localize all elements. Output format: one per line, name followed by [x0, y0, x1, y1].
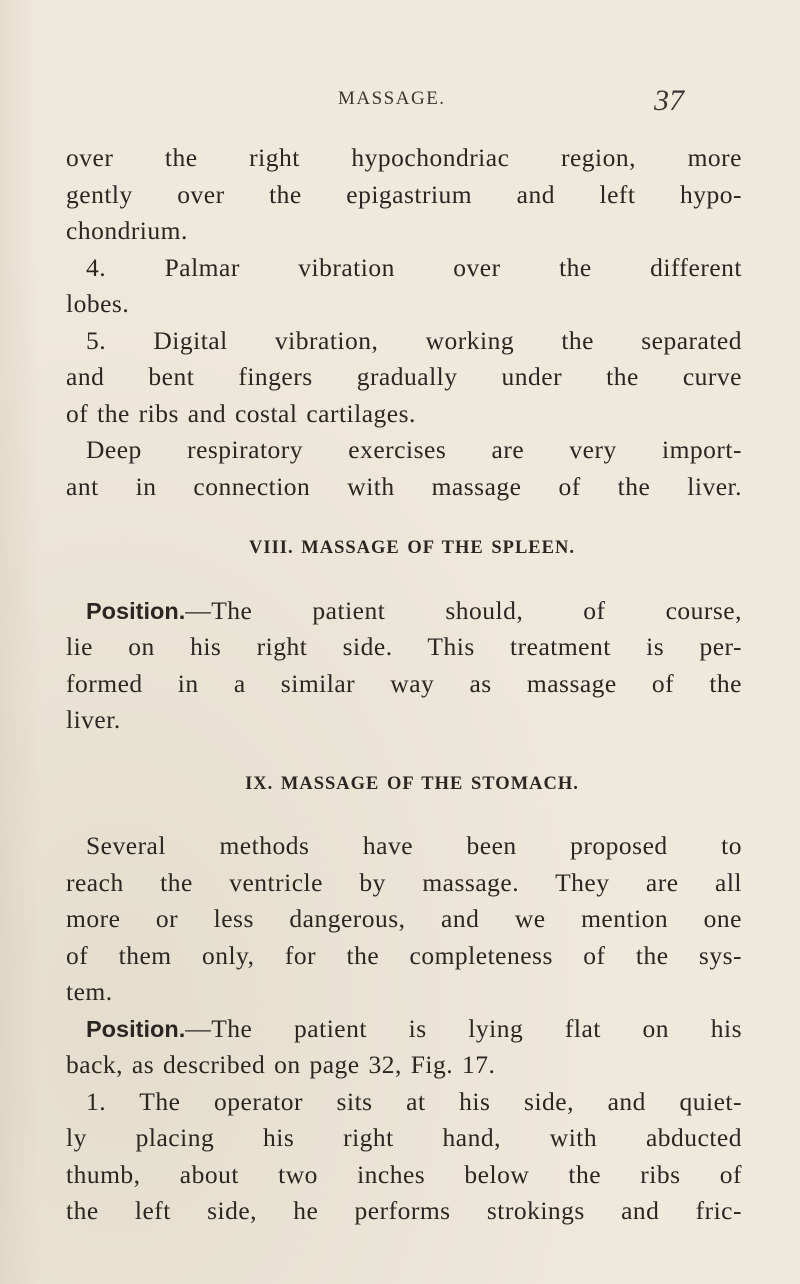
- body-text: [66, 140, 742, 1230]
- text-line: gently over the epigastrium and left hypo-: [66, 179, 742, 209]
- position-lead: Position.: [86, 1015, 186, 1042]
- text-line: reach the ventricle by massage. They are all: [66, 867, 742, 897]
- text-line: more or less dangerous, and we mention one: [66, 904, 742, 933]
- text-line: ly placing his right hand, with abducted: [66, 1123, 742, 1152]
- text-line: lie on his right side. This treatment is per-: [66, 632, 742, 661]
- text-line: over the right hypochondriac region, more: [66, 143, 742, 172]
- text-line: back, as described on page 32, Fig. 17.: [66, 1050, 496, 1079]
- text-line: 4. Palmar vibration over the different: [86, 252, 742, 282]
- page-number: 37: [654, 84, 684, 117]
- text-line: chondrium.: [66, 216, 188, 245]
- text-line: Deep respiratory exercises are very import-: [86, 435, 742, 464]
- text-line: lobes.: [66, 289, 130, 318]
- text-line: 5. Digital vibration, working the separated: [86, 325, 742, 355]
- text-line: ant in connection with massage of the liver.: [66, 471, 742, 501]
- text-line: and bent fingers gradually under the curve: [66, 362, 742, 391]
- section-heading-spleen: VIII. MASSAGE OF THE SPLEEN.: [249, 538, 575, 558]
- text-line: thumb, about two inches below the ribs of: [66, 1159, 742, 1189]
- text-line: of the ribs and costal cartilages.: [66, 398, 416, 428]
- text-line-position: [66, 593, 742, 630]
- text-line: 1. The operator sits at his side, and quiet-: [86, 1086, 742, 1116]
- running-head: MASSAGE.: [338, 88, 446, 109]
- text-line: liver.: [66, 705, 121, 734]
- position-text: —The patient should, of course,: [185, 595, 742, 625]
- position-text: —The patient is lying flat on his: [185, 1013, 742, 1043]
- text-line: Several methods have been proposed to: [86, 831, 742, 860]
- text-line: tem.: [66, 977, 113, 1006]
- text-line: formed in a similar way as massage of the: [66, 668, 742, 698]
- section-heading-stomach: IX. MASSAGE OF THE STOMACH.: [245, 773, 579, 794]
- text-line: the left side, he performs strokings and fric-: [66, 1196, 742, 1225]
- position-lead: Position.: [86, 597, 186, 624]
- text-line-position: [66, 1011, 742, 1048]
- text-line: of them only, for the completeness of the sys-: [66, 940, 742, 970]
